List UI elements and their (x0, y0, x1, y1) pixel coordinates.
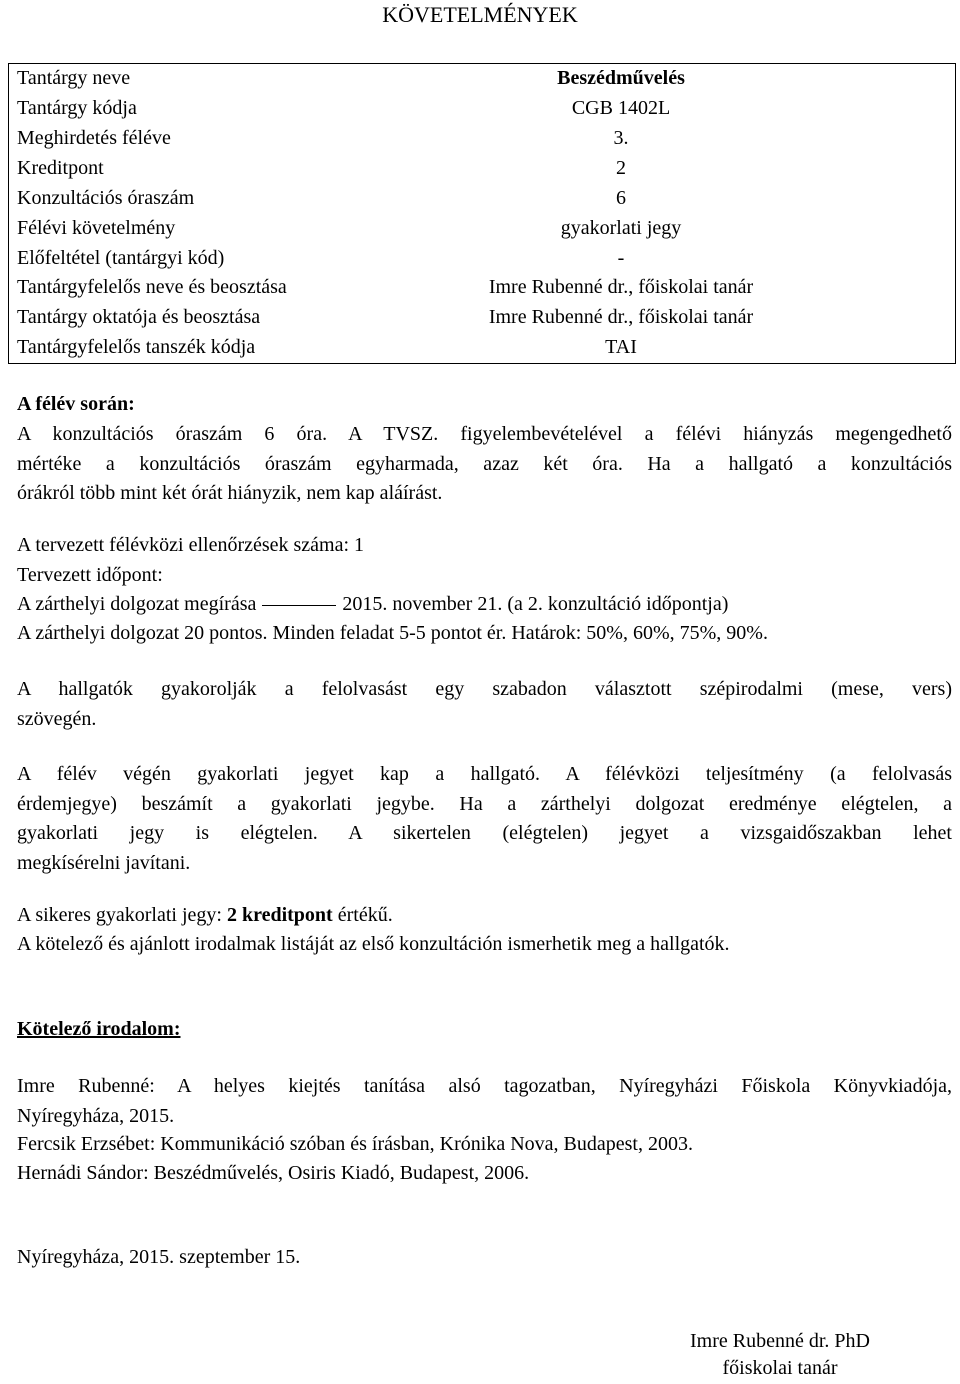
info-row (9, 243, 956, 273)
attendance-paragraph (17, 420, 952, 509)
attendance-line-3: órákról több mint két órát hiányzik, nem kap aláírást. (17, 482, 443, 504)
info-row (9, 333, 956, 363)
info-value: Imre Rubenné dr., főiskolai tanár (488, 276, 754, 299)
info-value: Imre Rubenné dr., főiskolai tanár (488, 306, 754, 329)
info-value: TAI (605, 336, 637, 359)
exam-points: A zárthelyi dolgozat 20 pontos. Minden feladat 5-5 pontot ér. Határok: 50%, 60%, 75%, 90%. (17, 622, 768, 644)
literature-item-1-line-1: Imre Rubenné: A helyes kiejtés tanítása alsó tagozatban, Nyíregyházi Főiskola Könyvkiadója, (17, 1075, 952, 1097)
credit-statement (17, 901, 952, 931)
info-value: 3. (613, 126, 629, 149)
semester-heading: A félév során: (17, 393, 135, 415)
credit-text-c: értékű. (332, 904, 393, 926)
info-label: Előfeltétel (tantárgyi kód) (17, 246, 225, 269)
exam-date (17, 590, 952, 620)
attendance-line-2: mértéke a konzultációs óraszám egyharmada, azaz két óra. Ha a hallgató a konzultációs (17, 452, 952, 475)
literature-heading: Kötelező irodalom: (17, 1018, 181, 1040)
info-row (9, 94, 956, 124)
info-label: Konzultációs óraszám (17, 186, 195, 209)
literature-item-2: Fercsik Erzsébet: Kommunikáció szóban és írásban, Krónika Nova, Budapest, 2003. (17, 1133, 693, 1155)
reading-line-1: A hallgatók gyakorolják a felolvasást egy szabadon választott szépirodalmi (mese, vers) (17, 678, 952, 700)
info-row (9, 303, 956, 333)
checks-count: A tervezett félévközi ellenőrzések száma: 1 (17, 534, 365, 556)
credit-text-a: A sikeres gyakorlati jegy: (17, 904, 227, 926)
info-row (9, 184, 956, 214)
exam-date-label: A zárthelyi dolgozat megírása (17, 593, 257, 615)
exam-date-value: 2015. november 21. (a 2. konzultáció időpontja) (342, 593, 729, 615)
grade-line-3: gyakorlati jegy is elégtelen. A sikertelen (elégtelen) jegyet a vizsgaidőszakban lehet (17, 822, 952, 844)
signature-title: főiskolai tanár (722, 1357, 838, 1379)
literature-note: A kötelező és ajánlott irodalmak listáját az első konzultáción ismerhetik meg a hallgatók. (17, 933, 730, 955)
grade-paragraph (17, 760, 952, 878)
course-info-table (8, 63, 956, 364)
info-row (9, 64, 956, 94)
grade-line-2: érdemjegye) beszámít a gyakorlati jegybe. Ha a zárthelyi dolgozat eredménye elégtelen, a (17, 792, 952, 815)
info-value: gyakorlati jegy (560, 216, 682, 239)
info-label: Tantárgy kódja (17, 97, 137, 120)
planned-time-label: Tervezett időpont: (17, 564, 163, 586)
info-label: Kreditpont (17, 156, 104, 179)
signature-name: Imre Rubenné dr. PhD (690, 1330, 870, 1352)
reading-line-2: szövegén. (17, 707, 97, 730)
grade-line-4: megkísérelni javítani. (17, 851, 191, 874)
dash-line (262, 605, 336, 606)
info-value: 2 (616, 156, 626, 179)
info-row (9, 124, 956, 154)
credit-value: 2 kreditpont (226, 904, 333, 926)
info-label: Félévi követelmény (17, 216, 176, 239)
attendance-line-1: A konzultációs óraszám 6 óra. A TVSZ. figyelembevételével a félévi hiányzás megengedhető (17, 423, 952, 445)
place-date: Nyíregyháza, 2015. szeptember 15. (17, 1246, 301, 1268)
info-row (9, 154, 956, 184)
info-value: - (617, 246, 625, 269)
literature-item-1 (17, 1072, 952, 1131)
info-value: 6 (616, 186, 626, 209)
literature-item-1-line-2: Nyíregyháza, 2015. (17, 1104, 175, 1127)
info-label: Tantárgy neve (17, 67, 131, 90)
literature-item-3: Hernádi Sándor: Beszédművelés, Osiris Kiadó, Budapest, 2006. (17, 1162, 530, 1184)
grade-line-1: A félév végén gyakorlati jegyet kap a hallgató. A félévközi teljesítmény (a felolvasás (17, 763, 952, 785)
document-title: KÖVETELMÉNYEK (382, 2, 578, 27)
info-label: Tantárgyfelelős neve és beosztása (17, 276, 287, 299)
info-value: Beszédművelés (557, 67, 685, 90)
info-label: Meghirdetés féléve (17, 126, 171, 149)
info-label: Tantárgy oktatója és beosztása (17, 306, 261, 329)
info-value: CGB 1402L (571, 97, 671, 120)
reading-paragraph (17, 675, 952, 734)
info-row (9, 213, 956, 243)
info-row (9, 273, 956, 303)
info-label: Tantárgyfelelős tanszék kódja (17, 336, 256, 359)
